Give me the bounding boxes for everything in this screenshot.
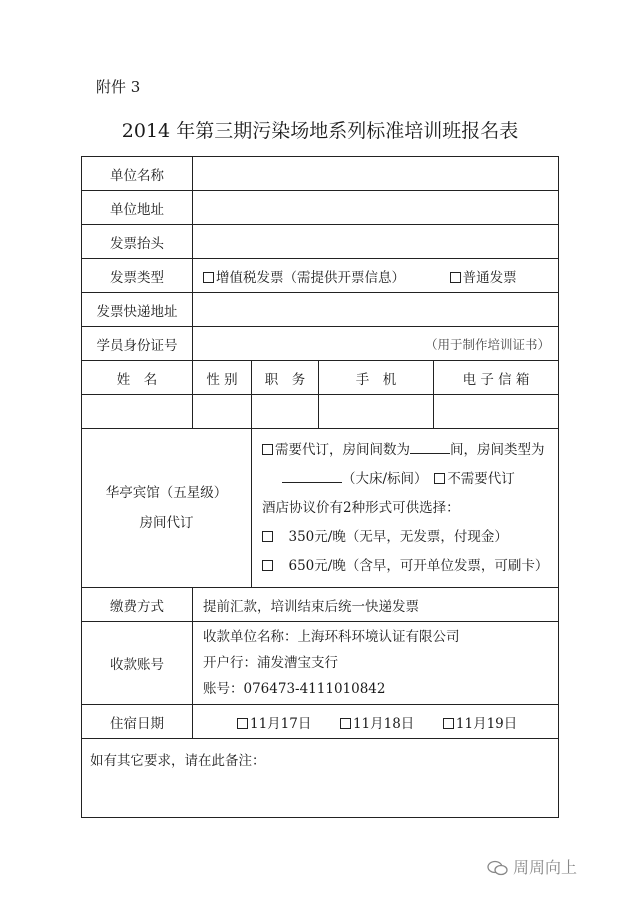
payee-name: 收款单位名称：上海环科环境认证有限公司 bbox=[203, 629, 460, 645]
room-type-label: 间，房间类型为 bbox=[450, 441, 545, 458]
row-notes bbox=[82, 739, 559, 818]
stay-nov17-checkbox[interactable] bbox=[237, 718, 248, 729]
row-attendee-entry bbox=[82, 395, 559, 429]
normal-invoice-checkbox[interactable] bbox=[450, 272, 461, 283]
notes-field[interactable] bbox=[82, 739, 559, 818]
invoice-title-label: 发票抬头 bbox=[82, 225, 193, 259]
need-booking-label: 需要代订，房间间数为 bbox=[275, 441, 410, 458]
invoice-title-field[interactable] bbox=[193, 225, 559, 259]
room-count-blank[interactable] bbox=[410, 441, 450, 454]
id-number-field[interactable] bbox=[193, 327, 559, 361]
price-350-checkbox[interactable] bbox=[262, 531, 273, 542]
id-number-label: 学员身份证号 bbox=[82, 327, 193, 361]
page-title: 2014 年第三期污染场地系列标准培训班报名表 bbox=[121, 120, 519, 142]
row-invoice-address bbox=[82, 293, 559, 327]
row-hotel bbox=[82, 429, 559, 588]
invoice-type-options bbox=[193, 259, 559, 293]
unit-name-label: 单位名称 bbox=[82, 157, 193, 191]
price-650-label: 650元/晚（含早，可开单位发票，可刷卡） bbox=[288, 557, 549, 574]
row-unit-name bbox=[82, 157, 559, 191]
payment-value: 提前汇款，培训结束后统一快递发票 bbox=[193, 588, 559, 622]
header-phone: 手 机 bbox=[319, 361, 434, 395]
vat-invoice-checkbox[interactable] bbox=[203, 272, 214, 283]
hotel-options bbox=[252, 429, 559, 588]
stay-nov19-label: 11月19日 bbox=[455, 715, 518, 732]
row-payment bbox=[82, 588, 559, 622]
no-booking-label: 不需要代订 bbox=[447, 470, 515, 487]
row-invoice-type bbox=[82, 259, 559, 293]
registration-form bbox=[81, 156, 559, 818]
unit-name-field[interactable] bbox=[193, 157, 559, 191]
account-number: 账号：076473-4111010842 bbox=[203, 681, 386, 697]
invoice-address-label: 发票快递地址 bbox=[82, 293, 193, 327]
hotel-booking-label: 房间代订 bbox=[139, 515, 194, 531]
stay-nov17-label: 11月17日 bbox=[250, 715, 312, 732]
room-type-blank[interactable] bbox=[282, 470, 342, 483]
row-attendee-headers bbox=[82, 361, 559, 395]
attendee-position-field[interactable] bbox=[252, 395, 319, 429]
stay-label: 住宿日期 bbox=[82, 705, 193, 739]
unit-address-label: 单位地址 bbox=[82, 191, 193, 225]
price-650-checkbox[interactable] bbox=[262, 560, 273, 571]
hotel-label bbox=[82, 429, 252, 588]
hotel-name: 华亭宾馆（五星级） bbox=[105, 485, 228, 501]
account-info bbox=[193, 622, 559, 705]
hotel-price-intro: 酒店协议价有2种形式可供选择： bbox=[262, 499, 460, 516]
need-booking-checkbox[interactable] bbox=[262, 444, 273, 455]
normal-invoice-label: 普通发票 bbox=[462, 269, 517, 286]
header-gender: 性 别 bbox=[193, 361, 252, 395]
watermark-text: 周周向上 bbox=[513, 858, 578, 877]
attendee-name-field[interactable] bbox=[82, 395, 193, 429]
invoice-address-field[interactable] bbox=[193, 293, 559, 327]
unit-address-field[interactable] bbox=[193, 191, 559, 225]
row-unit-address bbox=[82, 191, 559, 225]
row-id-number bbox=[82, 327, 559, 361]
stay-nov18-checkbox[interactable] bbox=[340, 718, 351, 729]
stay-nov19-checkbox[interactable] bbox=[443, 718, 454, 729]
header-email: 电 子 信 箱 bbox=[434, 361, 559, 395]
payment-label: 缴费方式 bbox=[82, 588, 193, 622]
attachment-label: 附件 3 bbox=[96, 78, 141, 96]
bank-name: 开户行：浦发漕宝支行 bbox=[203, 655, 338, 671]
notes-label: 如有其它要求，请在此备注： bbox=[90, 753, 266, 769]
header-position: 职 务 bbox=[252, 361, 319, 395]
watermark bbox=[487, 855, 577, 878]
id-number-hint: （用于制作培训证书） bbox=[424, 336, 550, 352]
invoice-type-label: 发票类型 bbox=[82, 259, 193, 293]
price-350-label: 350元/晚（无早，无发票，付现金） bbox=[288, 528, 508, 545]
attendee-phone-field[interactable] bbox=[319, 395, 434, 429]
wechat-icon bbox=[487, 860, 509, 876]
row-stay bbox=[82, 705, 559, 739]
vat-invoice-label: 增值税发票（需提供开票信息） bbox=[216, 269, 405, 286]
row-invoice-title bbox=[82, 225, 559, 259]
stay-options bbox=[193, 705, 559, 739]
account-label: 收款账号 bbox=[82, 622, 193, 705]
attendee-email-field[interactable] bbox=[434, 395, 559, 429]
header-name: 姓 名 bbox=[82, 361, 193, 395]
row-account bbox=[82, 622, 559, 705]
stay-nov18-label: 11月18日 bbox=[352, 715, 415, 732]
attendee-gender-field[interactable] bbox=[193, 395, 252, 429]
no-booking-checkbox[interactable] bbox=[434, 473, 445, 484]
room-type-hint: （大床/标间） bbox=[342, 470, 421, 487]
